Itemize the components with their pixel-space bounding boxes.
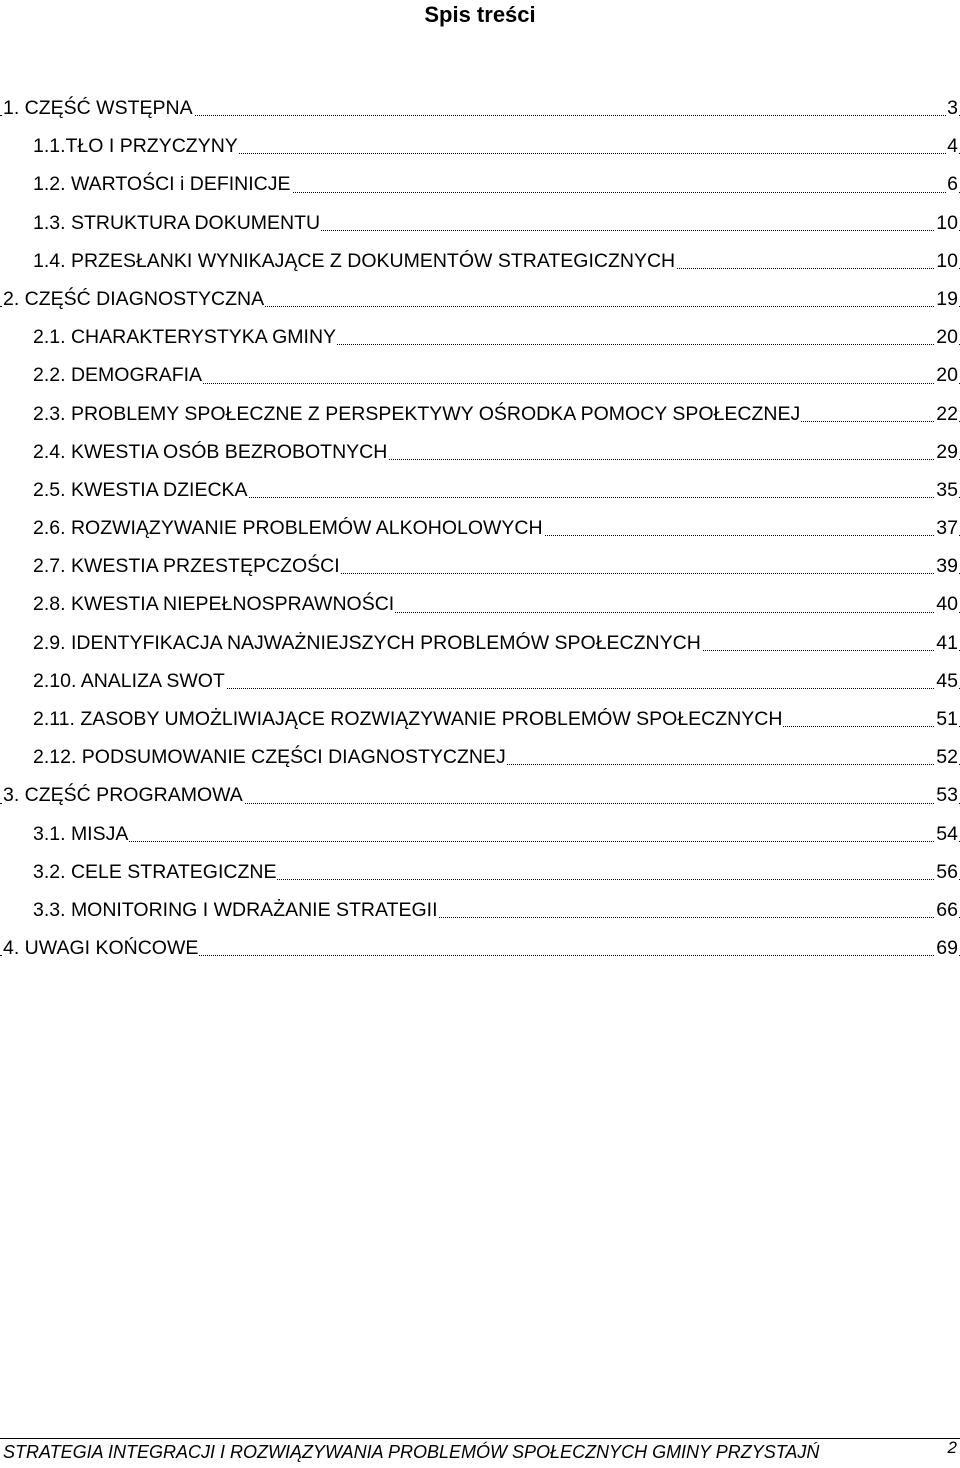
toc-entry-label: 2.2. DEMOGRAFIA	[33, 356, 203, 394]
toc-entry-18[interactable]	[0, 738, 960, 776]
toc-entry-4[interactable]	[0, 204, 960, 242]
toc-entry-label: 3. CZĘŚĆ PROGRAMOWA	[3, 776, 244, 814]
toc-entry-label: 2.6. ROZWIĄZYWANIE PROBLEMÓW ALKOHOLOWYCH	[33, 509, 544, 547]
toc-entry-page-number: 56	[935, 853, 958, 891]
toc-entry-22[interactable]	[0, 891, 960, 929]
toc-entry-label: 2.9. IDENTYFIKACJA NAJWAŻNIEJSZYCH PROBLEMÓW SPOŁECZNYCH	[33, 624, 702, 662]
toc-entry-label: 2.5. KWESTIA DZIECKA	[33, 471, 249, 509]
toc-entry-9[interactable]	[0, 395, 960, 433]
toc-entry-13[interactable]	[0, 547, 960, 585]
toc-dot-leader	[33, 841, 960, 842]
toc-entry-5[interactable]	[0, 242, 960, 280]
toc-entry-label: 2.11. ZASOBY UMOŻLIWIAJĄCE ROZWIĄZYWANIE PROBLEMÓW SPOŁECZNYCH	[33, 700, 783, 738]
toc-entry-label: 3.3. MONITORING I WDRAŻANIE STRATEGII	[33, 891, 438, 929]
toc-entry-page-number: 37	[935, 509, 958, 547]
toc-entry-page-number: 45	[935, 662, 958, 700]
toc-entry-19[interactable]	[0, 776, 960, 814]
toc-entry-3[interactable]	[0, 165, 960, 203]
toc-entry-14[interactable]	[0, 585, 960, 623]
toc-entry-page-number: 53	[935, 776, 958, 814]
toc-entry-page-number: 19	[935, 280, 958, 318]
toc-entry-6[interactable]	[0, 280, 960, 318]
toc-entry-label: 2.7. KWESTIA PRZESTĘPCZOŚCI	[33, 547, 341, 585]
toc-entry-17[interactable]	[0, 700, 960, 738]
toc-entry-page-number: 3	[946, 89, 958, 127]
toc-entry-label: 1.1.TŁO I PRZYCZYNY	[33, 127, 239, 165]
toc-entry-label: 3.2. CELE STRATEGICZNE	[33, 853, 277, 891]
toc-entry-11[interactable]	[0, 471, 960, 509]
toc-entry-20[interactable]	[0, 815, 960, 853]
toc-entry-10[interactable]	[0, 433, 960, 471]
toc-entry-page-number: 35	[935, 471, 958, 509]
toc-entry-page-number: 4	[946, 127, 958, 165]
toc-entry-2[interactable]	[0, 127, 960, 165]
toc-entry-page-number: 41	[935, 624, 958, 662]
toc-entry-16[interactable]	[0, 662, 960, 700]
toc-entry-page-number: 20	[935, 356, 958, 394]
toc-entry-label: 2.10. ANALIZA SWOT	[33, 662, 226, 700]
toc-entry-page-number: 40	[935, 585, 958, 623]
toc-entry-label: 1. CZĘŚĆ WSTĘPNA	[3, 89, 194, 127]
toc-entry-label: 2.12. PODSUMOWANIE CZĘŚCI DIAGNOSTYCZNEJ	[33, 738, 507, 776]
table-of-contents	[0, 89, 960, 967]
toc-entry-page-number: 52	[935, 738, 958, 776]
toc-entry-label: 2.4. KWESTIA OSÓB BEZROBOTNYCH	[33, 433, 388, 471]
toc-entry-label: 4. UWAGI KOŃCOWE	[3, 929, 199, 967]
toc-entry-21[interactable]	[0, 853, 960, 891]
toc-entry-page-number: 29	[935, 433, 958, 471]
toc-entry-15[interactable]	[0, 624, 960, 662]
toc-entry-8[interactable]	[0, 356, 960, 394]
toc-entry-page-number: 20	[935, 318, 958, 356]
toc-entry-7[interactable]	[0, 318, 960, 356]
toc-entry-label: 2.1. CHARAKTERYSTYKA GMINY	[33, 318, 337, 356]
toc-entry-23[interactable]	[0, 929, 960, 967]
toc-entry-label: 3.1. MISJA	[33, 815, 129, 853]
toc-entry-page-number: 51	[935, 700, 958, 738]
toc-entry-page-number: 10	[935, 242, 958, 280]
toc-entry-12[interactable]	[0, 509, 960, 547]
toc-entry-label: 2.3. PROBLEMY SPOŁECZNE Z PERSPEKTYWY OŚRODKA POMOCY SPOŁECZNEJ	[33, 395, 801, 433]
toc-entry-page-number: 6	[946, 165, 958, 203]
footer-divider	[0, 1438, 960, 1439]
toc-entry-label: 1.2. WARTOŚCI i DEFINICJE	[33, 165, 292, 203]
toc-entry-label: 2. CZĘŚĆ DIAGNOSTYCZNA	[3, 280, 265, 318]
page-title: Spis treści	[424, 2, 536, 27]
toc-entry-page-number: 66	[935, 891, 958, 929]
footer-document-title: STRATEGIA INTEGRACJI I ROZWIĄZYWANIA PROBLEMÓW SPOŁECZNYCH GMINY PRZYSTAJŃ	[3, 1442, 820, 1462]
toc-entry-page-number: 22	[935, 395, 958, 433]
toc-entry-page-number: 39	[935, 547, 958, 585]
toc-entry-label: 2.8. KWESTIA NIEPEŁNOSPRAWNOŚCI	[33, 585, 395, 623]
toc-entry-page-number: 10	[935, 204, 958, 242]
toc-entry-page-number: 69	[935, 929, 958, 967]
toc-entry-1[interactable]	[0, 89, 960, 127]
toc-entry-page-number: 54	[935, 815, 958, 853]
footer-page-number: 2	[947, 1438, 957, 1457]
toc-entry-label: 1.4. PRZESŁANKI WYNIKAJĄCE Z DOKUMENTÓW STRATEGICZNYCH	[33, 242, 676, 280]
toc-entry-label: 1.3. STRUKTURA DOKUMENTU	[33, 204, 321, 242]
